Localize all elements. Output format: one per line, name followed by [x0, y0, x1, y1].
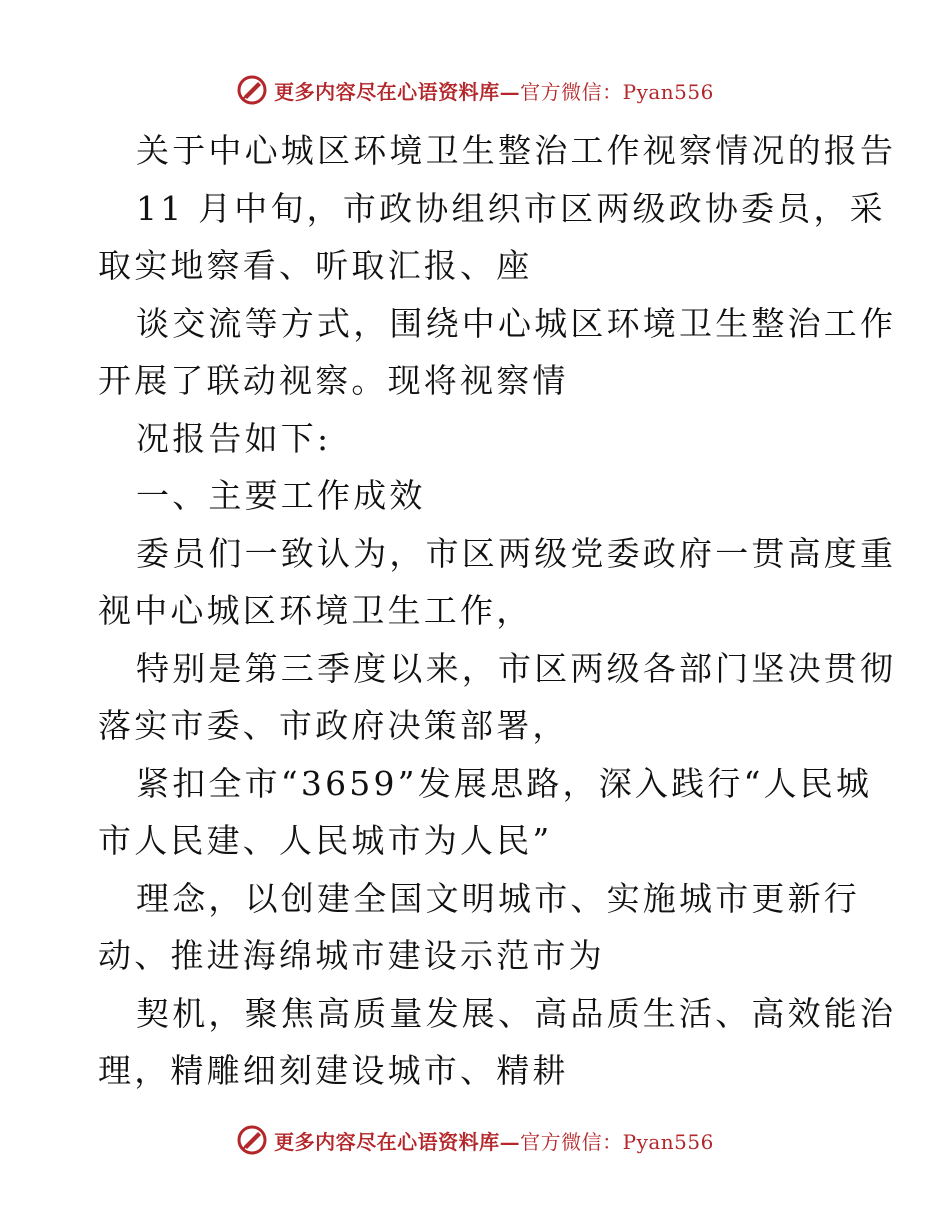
section-heading: 一、主要工作成效 — [136, 476, 426, 515]
banner-wechat-label: 官方微信： — [520, 79, 623, 104]
paragraph-line: 落实市委、市政府决策部署， — [98, 706, 569, 745]
document-body — [98, 122, 897, 1100]
banner-dash: — — [499, 79, 521, 104]
paragraph-line: 市人民建、人民城市为人民” — [98, 821, 553, 860]
paragraph-line: 11 月中旬，市政协组织市区两级政协委员，采 — [136, 188, 886, 228]
paragraph-line: 紧扣全市“3659”发展思路，深入践行“人民城 — [136, 763, 873, 803]
paragraph-line: 取实地察看、听取汇报、座 — [98, 246, 533, 285]
paragraph-line: 动、推进海绵城市建设示范市为 — [98, 936, 605, 975]
paragraph-line: 开展了联动视察。现将视察情 — [98, 361, 569, 400]
header-banner — [0, 70, 950, 110]
banner-text — [274, 1126, 714, 1155]
book-quill-logo-icon — [236, 74, 268, 106]
paragraph-line: 视中心城区环境卫生工作， — [98, 591, 533, 630]
paragraph-line: 理，精雕细刻建设城市、精耕 — [98, 1051, 569, 1090]
banner-wechat-id: Pyan556 — [622, 1129, 714, 1154]
banner-dash: — — [499, 1129, 521, 1154]
banner-wechat-label: 官方微信： — [520, 1129, 623, 1154]
book-quill-logo-icon — [236, 1124, 268, 1156]
banner-text — [274, 76, 714, 105]
banner-site-name: 更多内容尽在心语资料库 — [274, 79, 500, 104]
paragraph-line: 谈交流等方式，围绕中心城区环境卫生整治工作 — [136, 303, 897, 343]
paragraph-line: 契机，聚焦高质量发展、高品质生活、高效能治 — [136, 993, 897, 1033]
paragraph-line: 特别是第三季度以来，市区两级各部门坚决贯彻 — [136, 648, 897, 688]
paragraph-line: 况报告如下: — [136, 418, 332, 458]
footer-banner — [0, 1120, 950, 1160]
paragraph-line: 委员们一致认为，市区两级党委政府一贯高度重 — [136, 533, 897, 573]
banner-wechat-id: Pyan556 — [622, 79, 714, 104]
banner-site-name: 更多内容尽在心语资料库 — [274, 1129, 500, 1154]
document-title: 关于中心城区环境卫生整治工作视察情况的报告 — [136, 131, 897, 170]
paragraph-line: 理念，以创建全国文明城市、实施城市更新行 — [136, 878, 860, 918]
